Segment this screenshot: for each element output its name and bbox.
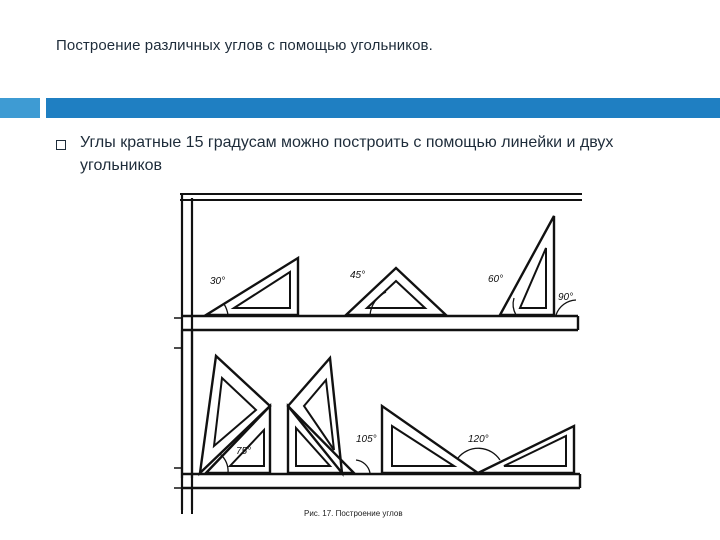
- lower-ruler: [182, 474, 580, 488]
- triangle-105-b-inner: [296, 428, 330, 466]
- arc-30: [224, 304, 228, 315]
- triangle-45-inner: [367, 281, 425, 308]
- label-105: 105°: [356, 434, 377, 445]
- label-45: 45°: [350, 270, 366, 281]
- label-120: 120°: [468, 434, 489, 445]
- triangle-120-a-inner: [392, 426, 454, 466]
- arc-60: [513, 298, 516, 315]
- slide-title: Построение различных углов с помощью угольников.: [56, 37, 433, 54]
- triangle-120-b-inner: [504, 436, 566, 466]
- triangle-75-a: [200, 356, 270, 473]
- upper-ruler: [182, 316, 578, 330]
- triangle-30-inner: [234, 272, 290, 308]
- triangle-105-a-inner: [304, 380, 334, 450]
- frame-mid-post: [182, 330, 192, 478]
- label-30: 30°: [210, 276, 226, 287]
- angles-drawing-figure: [170, 188, 590, 518]
- frame-top-edge: [180, 194, 582, 200]
- figure-caption: Рис. 17. Построение углов: [304, 509, 403, 518]
- label-75: 75°: [236, 446, 252, 457]
- frame-left-post: [182, 194, 192, 510]
- triangle-105-b: [288, 406, 354, 473]
- frame-left-ticks: [174, 318, 182, 488]
- bullet-square-icon: [56, 140, 66, 150]
- arc-105: [356, 460, 370, 473]
- arc-120: [458, 448, 500, 460]
- bullet-text: Углы кратные 15 градусам можно построить с помощью линейки и двух угольников: [80, 134, 614, 174]
- accent-bar-main: [46, 98, 720, 118]
- accent-bar-left: [0, 98, 40, 118]
- triangle-120-a: [382, 406, 478, 473]
- label-90: 90°: [558, 292, 574, 303]
- frame-bottom-post: [182, 488, 192, 514]
- label-60: 60°: [488, 274, 504, 285]
